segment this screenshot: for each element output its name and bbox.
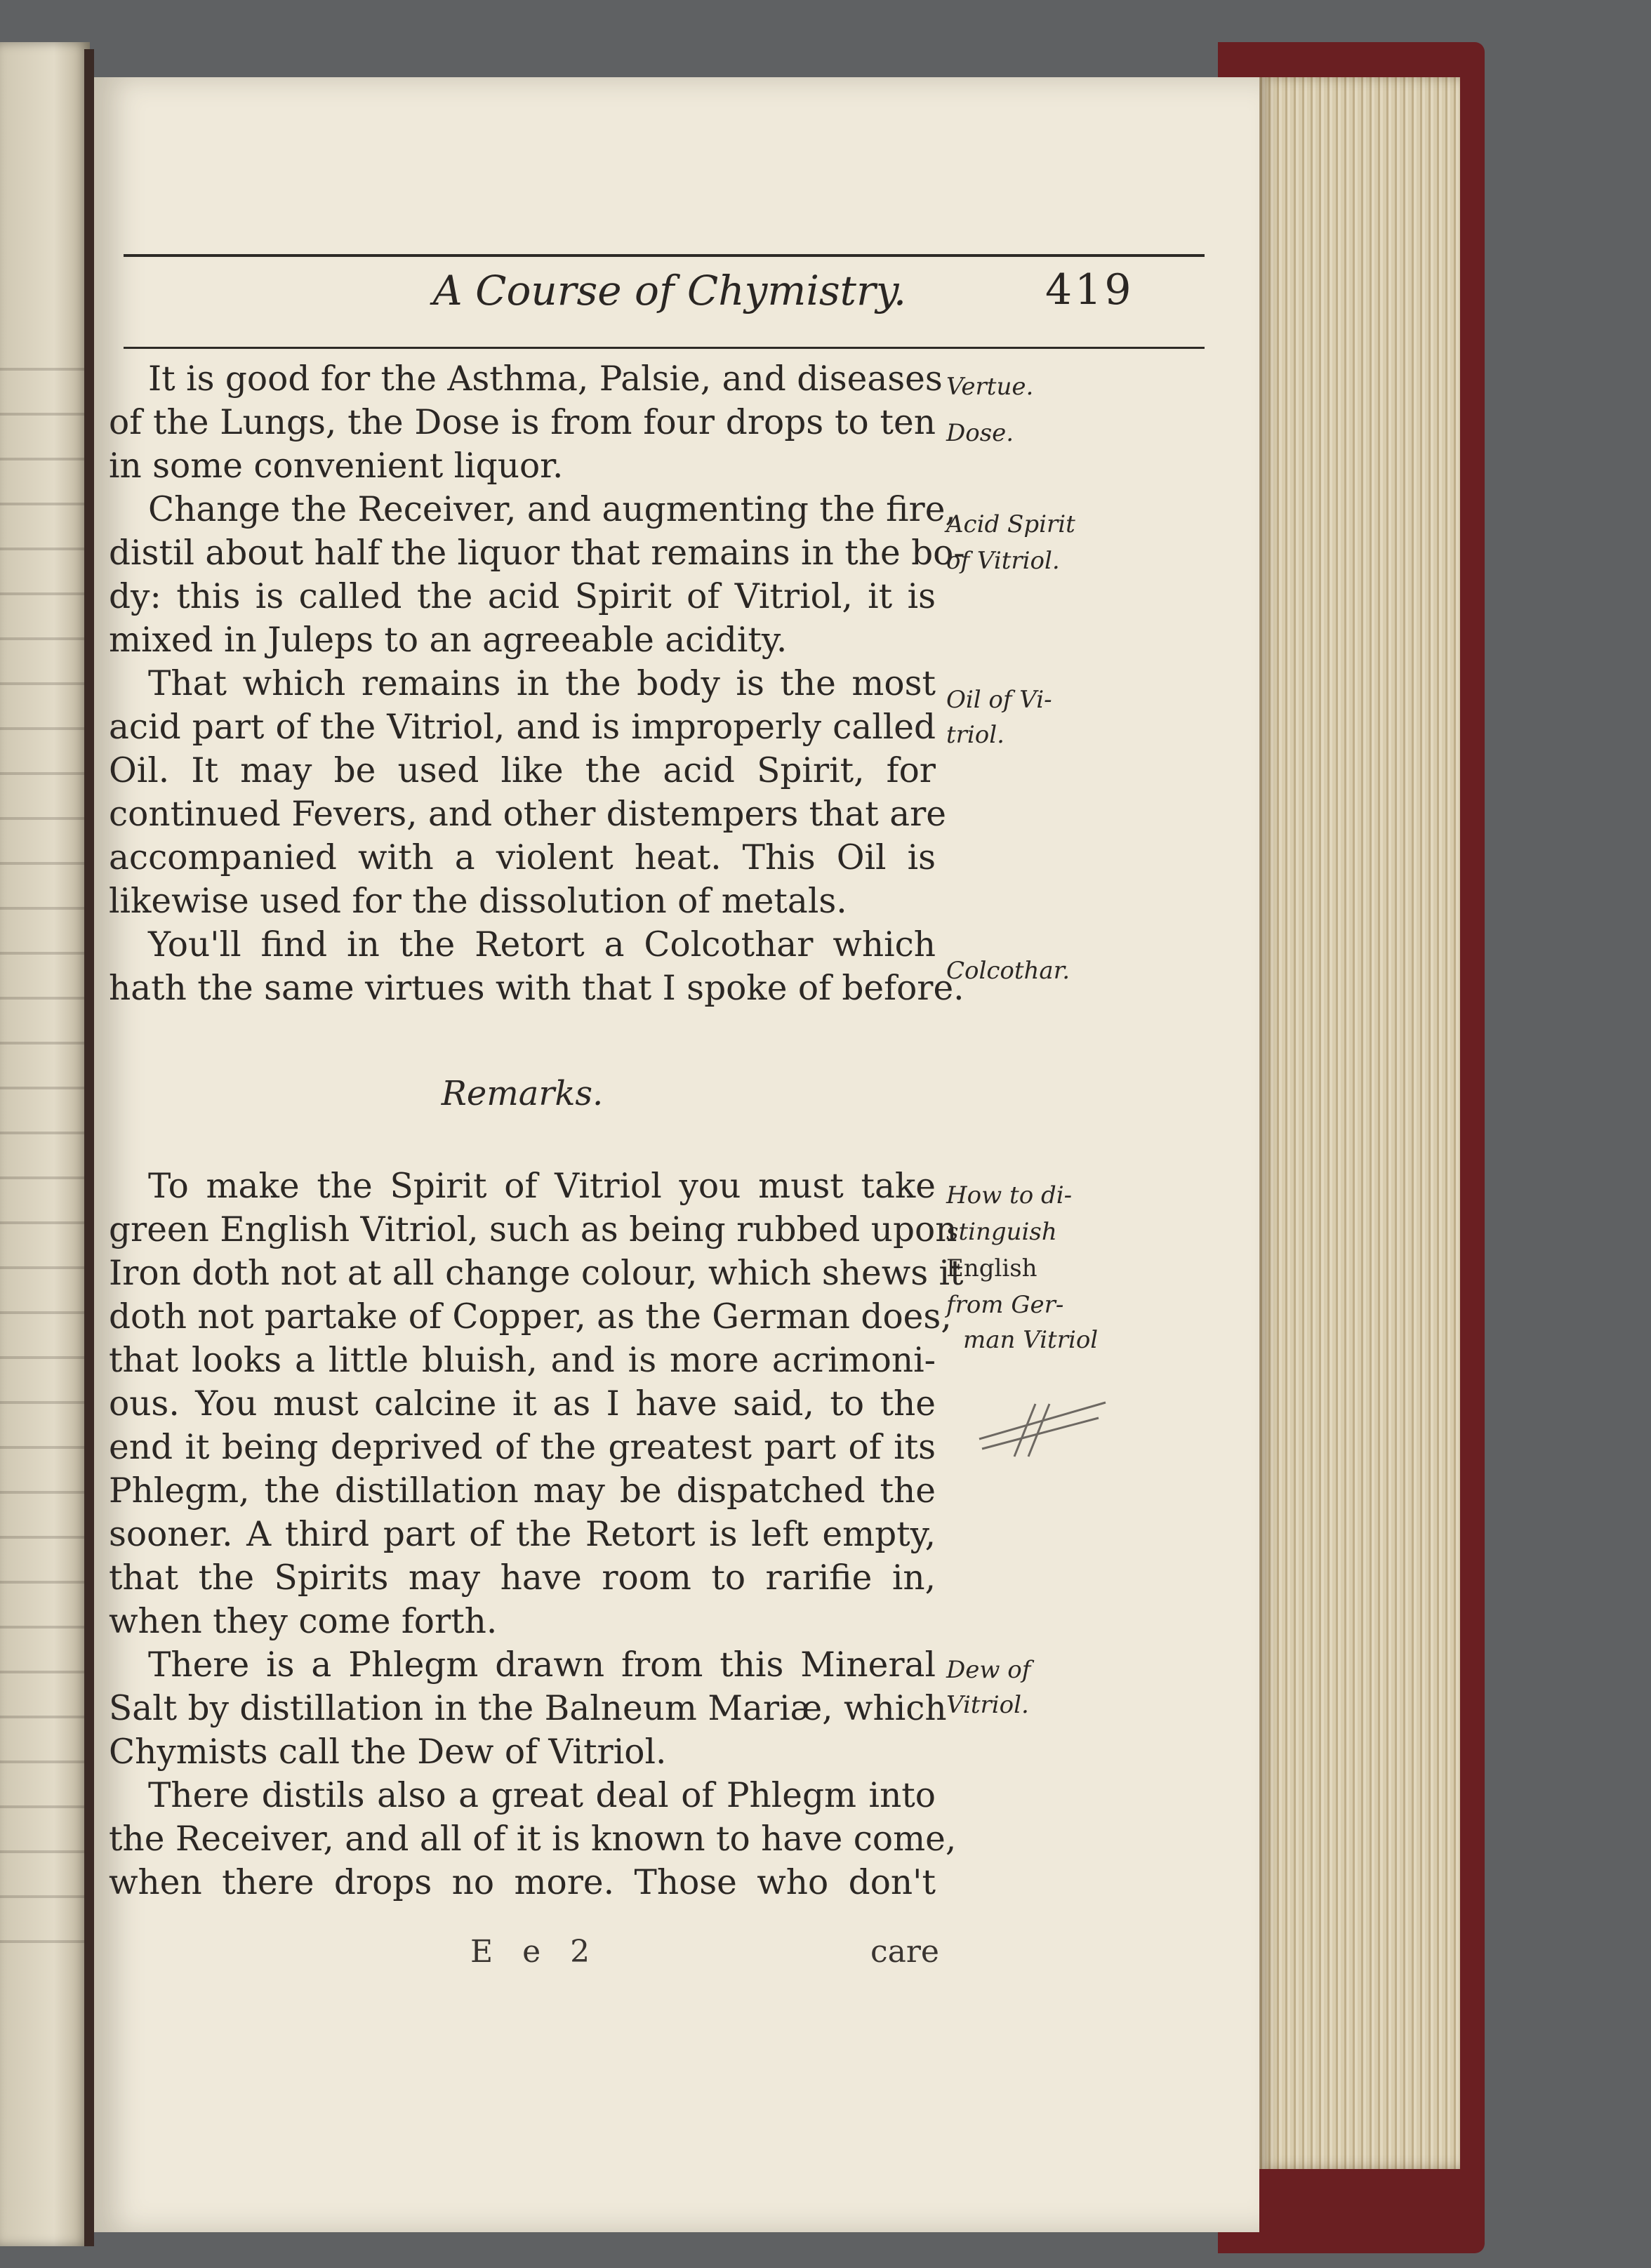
margin-note-distinguish: How to di-	[946, 1181, 1073, 1209]
book-binding	[84, 49, 94, 2246]
text-line: Oil. It may be used like the acid Spirit, for	[109, 751, 936, 790]
margin-note-dose: Dose.	[946, 419, 1014, 447]
left-page-text-fragment	[0, 337, 90, 1951]
text-line: Iron doth not at all change colour, which shews it	[109, 1254, 964, 1293]
margin-note-oil: triol.	[946, 721, 1004, 749]
text-line: Salt by distillation in the Balneum Mariæ, which	[109, 1689, 947, 1728]
margin-note-acid-spirit: of Vitriol.	[946, 547, 1060, 575]
text-line: when they come forth.	[109, 1602, 498, 1641]
text-line: Chymists call the Dew of Vitriol.	[109, 1732, 667, 1772]
text-line: Phlegm, the distillation may be dispatched the	[109, 1471, 936, 1511]
text-line: of the Lungs, the Dose is from four drops to ten	[109, 403, 936, 442]
header-rule-bottom	[124, 347, 1205, 349]
text-line: ous. You must calcine it as I have said, to the	[109, 1384, 936, 1424]
text-line: Change the Receiver, and augmenting the fire,	[148, 490, 956, 529]
margin-note-dew: Vitriol.	[946, 1691, 1029, 1719]
page-edges	[1257, 77, 1460, 2169]
pencil-annotation	[972, 1397, 1113, 1460]
margin-note-distinguish: English	[946, 1254, 1037, 1282]
text-line: that looks a little bluish, and is more acrimoni-	[109, 1341, 936, 1380]
text-line: That which remains in the body is the most	[148, 664, 936, 703]
margin-note-distinguish: stinguish	[946, 1218, 1057, 1246]
text-line: sooner. A third part of the Retort is left empty,	[109, 1515, 936, 1554]
remarks-heading: Remarks.	[441, 1074, 604, 1113]
margin-note-colcothar: Colcothar.	[946, 957, 1070, 985]
header-rule-top	[124, 254, 1205, 257]
text-line: green English Vitriol, such as being rubbed upon	[109, 1210, 957, 1249]
text-line: You'll find in the Retort a Colcothar which	[148, 925, 936, 964]
text-line: that the Spirits may have room to rarifie in,	[109, 1558, 936, 1598]
running-title: A Course of Chymistry.	[432, 267, 907, 314]
text-line: end it being deprived of the greatest part of its	[109, 1428, 936, 1467]
margin-note-acid-spirit: Acid Spirit	[946, 510, 1075, 538]
text-line: acid part of the Vitriol, and is improperly called	[109, 708, 936, 747]
text-line: continued Fevers, and other distempers that are	[109, 795, 947, 834]
text-line: There distils also a great deal of Phlegm into	[148, 1776, 936, 1815]
text-line: It is good for the Asthma, Palsie, and diseases	[148, 359, 943, 399]
text-line: likewise used for the dissolution of metals.	[109, 882, 847, 921]
margin-note-distinguish: man Vitriol	[963, 1326, 1099, 1354]
page-number: 419	[1045, 265, 1134, 314]
catchword: care	[870, 1934, 939, 1970]
text-line: accompanied with a violent heat. This Oil is	[109, 838, 936, 877]
text-line: To make the Spirit of Vitriol you must take	[148, 1167, 936, 1206]
text-line: the Receiver, and all of it is known to have come,	[109, 1819, 957, 1859]
text-line: mixed in Juleps to an agreeable acidity.	[109, 621, 788, 660]
margin-note-vertue: Vertue.	[946, 373, 1034, 401]
text-line: doth not partake of Copper, as the German does,	[109, 1297, 952, 1337]
text-line: when there drops no more. Those who don't	[109, 1863, 936, 1902]
text-line: distil about half the liquor that remains in the bo-	[109, 533, 965, 573]
text-line: hath the same virtues with that I spoke of before.	[109, 969, 964, 1008]
signature-mark: E e 2	[470, 1934, 600, 1970]
text-line: in some convenient liquor.	[109, 446, 564, 486]
margin-note-oil: Oil of Vi-	[946, 686, 1052, 714]
text-line: dy: this is called the acid Spirit of Vitriol, it is	[109, 577, 936, 616]
text-line: There is a Phlegm drawn from this Mineral	[148, 1645, 936, 1685]
margin-note-dew: Dew of	[946, 1656, 1031, 1684]
margin-note-distinguish: from Ger-	[946, 1291, 1064, 1319]
